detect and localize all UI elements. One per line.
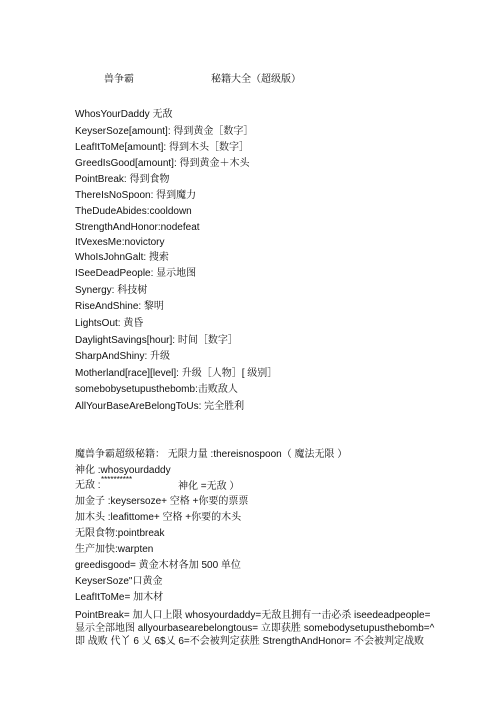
cheat-line: LightsOut: 黄昏 [75,318,144,329]
god-mode-note: 神化 =无敌 ） [178,481,240,492]
cheat-line: RiseAndShine: 黎明 [75,301,164,312]
super-cheat-line: 无限食物:pointbreak [75,528,165,539]
cheat-line: WhosYourDaddy 无敌 [75,109,173,120]
title-left: 兽争霸 [104,74,134,85]
super-cheat-line: 魔兽争霸超级秘籍： 无限力量 :thereisnospoon（ 魔法无限 ） [75,449,348,460]
cheat-line: KeyserSoze[amount]: 得到黄金［数字］ [75,126,254,137]
super-cheat-line: 生产加快:warpten [75,544,154,555]
cheat-line: Synergy: 科技树 [75,285,148,296]
cheat-line: AllYourBaseAreBelongToUs: 完全胜利 [75,401,245,412]
super-cheat-line: 无敌 : [75,480,101,491]
asterisk-overlay: ********** [101,475,133,484]
cheat-line: ISeeDeadPeople: 显示地图 [75,268,197,279]
super-cheat-line: 加金子 :keysersoze+ 空格 +你要的票票 [75,496,249,507]
cheat-line: somebobysetupusthebomb:击败敌人 [75,384,238,395]
cheat-line: LeafItToMe[amount]: 得到木头［数字］ [75,142,249,153]
cheat-line: Motherland[race][level]: 升级［人物］[ 级别］ [75,368,278,379]
super-cheat-line: LeafItToMe= 加木材 [75,592,164,603]
cheat-line: ItVexesMe:novictory [75,237,165,248]
cheat-line: DaylightSavings[hour]: 时间［数字］ [75,335,238,346]
super-cheat-line: PointBreak= 加人口上限 whosyourdaddy=无敌且拥有一击必杀 iseedeadpeople= [75,610,431,621]
cheat-line: PointBreak: 得到食物 [75,174,170,185]
super-cheat-line: greedisgood= 黄金木材各加 500 单位 [75,560,241,571]
super-cheat-line: 显示全部地图 allyourbasearebelongtous= 立即获胜 somebodysetupusthebomb=^ [75,623,435,634]
super-cheat-line: 即 战败 代丫 6 乂 6$乂 6=不会被判定获胜 StrengthAndHonor= 不会被判定战败 [75,636,424,647]
super-cheat-line: 神化 :whosyourdaddy [75,465,171,476]
cheat-line: SharpAndShiny: 升级 [75,351,171,362]
cheat-line: ThereIsNoSpoon: 得到魔力 [75,190,197,201]
cheat-line: WhoIsJohnGalt: 搜索 [75,252,169,263]
title-right: 秘籍大全（超级版） [211,74,301,85]
cheat-line: StrengthAndHonor:nodefeat [75,222,200,233]
super-cheat-line: 加木头 :leafittome+ 空格 +你要的木头 [75,512,242,523]
cheat-line: GreedIsGood[amount]: 得到黄金＋木头 [75,158,250,169]
cheat-line: TheDudeAbides:cooldown [75,206,192,217]
super-cheat-line: KeyserSoze"口黄金 [75,576,163,587]
